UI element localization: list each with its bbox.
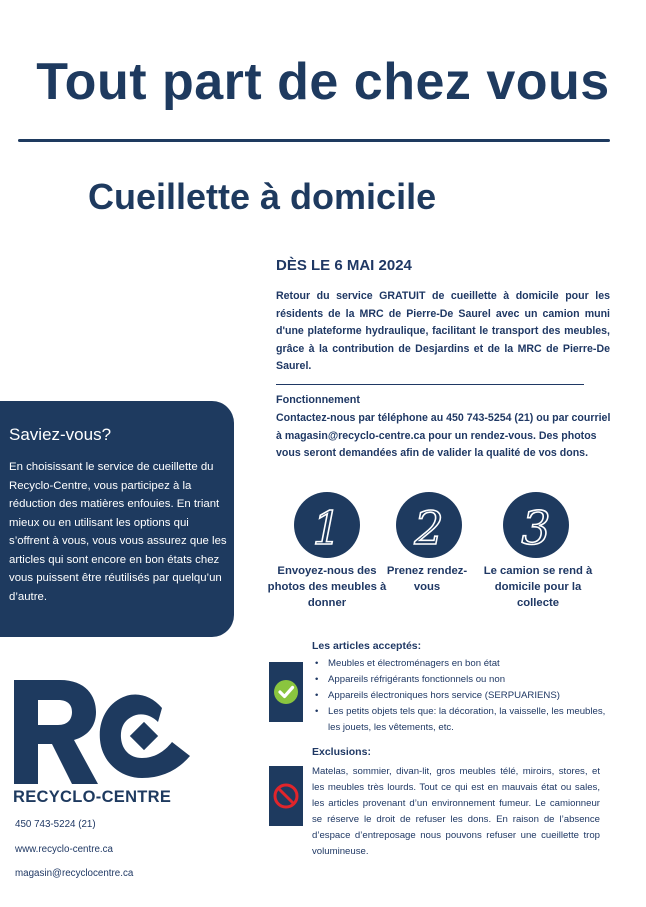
page-subtitle: Cueillette à domicile xyxy=(88,176,437,217)
step-2-label: Prenez rendez-vous xyxy=(386,565,468,593)
recyclo-centre-logo xyxy=(12,678,197,791)
saviez-vous-text: En choisissant le service de cueillette du Recyclo-Centre, vous participez à la réduction des matières enfouies. En triant mieux ou en utilisant les options qui s’offrent à vous, vous vous assurez que les articles qui sont encore en bon états chez vous puissent être réutilisés par quelqu’un d’autre. xyxy=(9,461,227,603)
step-3-number-icon xyxy=(503,492,569,558)
saviez-vous-panel xyxy=(0,401,234,637)
start-date-heading: DÈS LE 6 MAI 2024 xyxy=(276,257,412,274)
title-divider xyxy=(18,139,610,142)
step-1-number-icon xyxy=(294,492,360,558)
list-item: • Meubles et électroménagers en bon état xyxy=(312,656,612,672)
list-item: • Appareils réfrigérants fonctionnels ou non xyxy=(312,672,612,688)
fonctionnement-heading: Fonctionnement xyxy=(276,394,360,406)
accepted-icon-box xyxy=(269,662,303,722)
accepted-heading: Les articles acceptés: xyxy=(312,640,422,652)
step-2-number-icon xyxy=(396,492,462,558)
page-title: Tout part de chez vous xyxy=(36,53,610,111)
checkmark-icon xyxy=(269,662,303,722)
exclusions-icon-box xyxy=(269,766,303,826)
section-divider xyxy=(276,384,584,385)
accepted-list xyxy=(312,656,612,736)
fonctionnement-text: Contactez-nous par téléphone au 450 743-5254 (21) ou par courriel à magasin@recyclo-centre.ca pour un rendez-vous. Des photos vous seront demandées afin de valider la qualité de vos dons. xyxy=(276,412,611,459)
list-item: • Appareils électroniques hors service (SERPUARIENS) xyxy=(312,688,612,704)
step-3-label: Le camion se rend à domicile pour la collecte xyxy=(483,565,593,609)
prohibited-icon xyxy=(269,766,303,826)
exclusions-heading: Exclusions: xyxy=(312,746,371,758)
intro-paragraph: Retour du service GRATUIT de cueillette à domicile pour les résidents de la MRC de Pierre-De Saurel avec un camion muni d'une plateforme hydraulique, facilitant le transport des meubles, grâce à la contribution de Desjardins et de la MRC de Pierre-De Saurel. xyxy=(276,290,610,372)
step-1-label: Envoyez-nous des photos des meubles à donner xyxy=(267,565,387,609)
exclusions-text: Matelas, sommier, divan-lit, gros meubles télé, miroirs, stores, et les meubles très lourds. Tout ce qui est en mauvais état ou sales, les articles provenant d’un environnement fumeur. Le camionneur se réserve le droit de refuser les dons. En raison de l’absence d’espace d’entreposage nous pouvons refuser une cueillette trop volumineuse. xyxy=(312,766,600,857)
brand-name: RECYCLO-CENTRE xyxy=(13,788,172,806)
step-2-number: 2 xyxy=(414,501,444,555)
step-1-number: 1 xyxy=(312,501,342,555)
brand-email-link[interactable]: magasin@recyclocentre.ca xyxy=(15,868,134,879)
step-3-number: 3 xyxy=(521,501,551,555)
brand-website-link[interactable]: www.recyclo-centre.ca xyxy=(15,844,113,855)
brand-phone: 450 743-5224 (21) xyxy=(15,819,96,830)
saviez-vous-heading: Saviez-vous? xyxy=(9,425,112,444)
list-item: • Les petits objets tels que: la décoration, la vaisselle, les meubles, les jouets, les vêtements, etc. xyxy=(312,704,612,736)
